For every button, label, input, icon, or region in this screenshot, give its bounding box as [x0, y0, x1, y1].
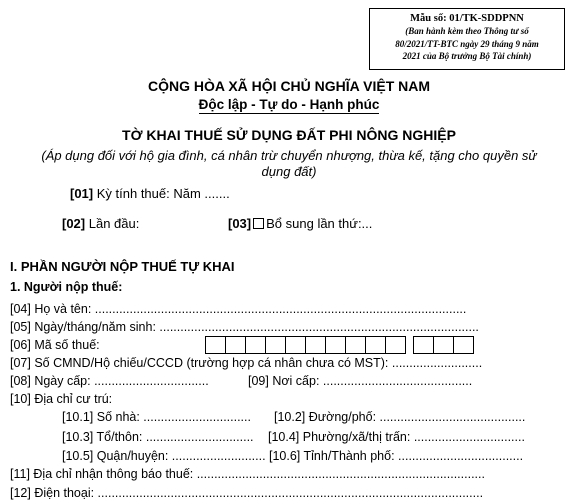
tax-code-box[interactable]	[245, 336, 266, 354]
row-07-id-number[interactable]: [07] Số CMND/Hộ chiếu/CCCD (trường hợp cá nhân chưa có MST): ..........................	[10, 356, 483, 370]
row-10-3-hamlet[interactable]: [10.3] Tổ/thôn: ...............................	[62, 430, 254, 444]
row-05-birth-date[interactable]: [05] Ngày/tháng/năm sinh: ............................................................................................	[10, 320, 479, 334]
tax-code-box[interactable]	[433, 336, 454, 354]
row-10-5-district[interactable]: [10.5] Quận/huyện: ...........................	[62, 449, 266, 463]
tax-code-box[interactable]	[453, 336, 474, 354]
section-1-title: I. PHẦN NGƯỜI NỘP THUẾ TỰ KHAI	[10, 259, 235, 274]
motto-wrap	[0, 96, 578, 114]
tax-code-box[interactable]	[225, 336, 246, 354]
row-10-address-label: [10] Địa chỉ cư trú:	[10, 392, 113, 406]
row-10-1-house-number[interactable]: [10.1] Số nhà: ...............................	[62, 410, 251, 424]
tax-code-box[interactable]	[365, 336, 386, 354]
form-note-line3: 2021 của Bộ trưởng Bộ Tài chính)	[402, 51, 532, 61]
row-06-tax-code-label: [06] Mã số thuế:	[10, 338, 100, 352]
row-09-issue-place[interactable]: [09] Nơi cấp: ...........................................	[248, 374, 473, 388]
row-10-4-ward[interactable]: [10.4] Phường/xã/thị trấn: ................................	[268, 430, 525, 444]
field-03[interactable]: [03] Bổ sung lần thứ:...	[228, 216, 373, 231]
form-title: TỜ KHAI THUẾ SỬ DỤNG ĐẤT PHI NÔNG NGHIỆP	[122, 127, 456, 143]
section-1-sub: 1. Người nộp thuế:	[10, 280, 123, 294]
tax-code-box[interactable]	[205, 336, 226, 354]
field-02[interactable]: [02] Lần đầu:	[62, 216, 140, 231]
row-10-6-province[interactable]: [10.6] Tỉnh/Thành phố: ....................................	[269, 449, 524, 463]
form-subtitle-line1: (Áp dụng đối với hộ gia đình, cá nhân trừ chuyển nhượng, thừa kế, tặng cho quyền sử	[41, 148, 537, 163]
form-code-box	[369, 8, 565, 70]
motto: Độc lập - Tự do - Hạnh phúc	[198, 97, 380, 112]
row-10-2-street[interactable]: [10.2] Đường/phố: ..........................................	[274, 410, 526, 424]
tax-code-box[interactable]	[413, 336, 434, 354]
field-01[interactable]: [01] Kỳ tính thuế: Năm .......	[70, 186, 230, 201]
tax-code-box[interactable]	[285, 336, 306, 354]
tax-code-boxes[interactable]	[205, 336, 473, 354]
form-code: Mẫu số: 01/TK-SDDPNN	[410, 13, 524, 24]
form-note-line2: 80/2021/TT-BTC ngày 29 tháng 9 năm	[395, 38, 539, 49]
tax-code-box[interactable]	[325, 336, 346, 354]
tax-code-box[interactable]	[305, 336, 326, 354]
tax-code-box[interactable]	[345, 336, 366, 354]
tax-code-box[interactable]	[385, 336, 406, 354]
republic-heading: CỘNG HÒA XÃ HỘI CHỦ NGHĨA VIỆT NAM	[147, 78, 431, 94]
row-04-full-name[interactable]: [04] Họ và tên: ...........................................................................................................	[10, 302, 467, 316]
row-12-phone[interactable]: [12] Điện thoại: ...............................................................................................................	[10, 486, 484, 500]
tax-code-box[interactable]	[265, 336, 286, 354]
row-08-issue-date[interactable]: [08] Ngày cấp: .................................	[10, 374, 209, 388]
form-note-line1: (Ban hành kèm theo Thông tư số	[405, 26, 529, 36]
checkbox-icon[interactable]	[253, 218, 264, 229]
row-11-notice-address[interactable]: [11] Địa chỉ nhận thông báo thuế: ...................................................................................	[10, 467, 485, 481]
form-subtitle-line2: dụng đất)	[261, 164, 317, 179]
